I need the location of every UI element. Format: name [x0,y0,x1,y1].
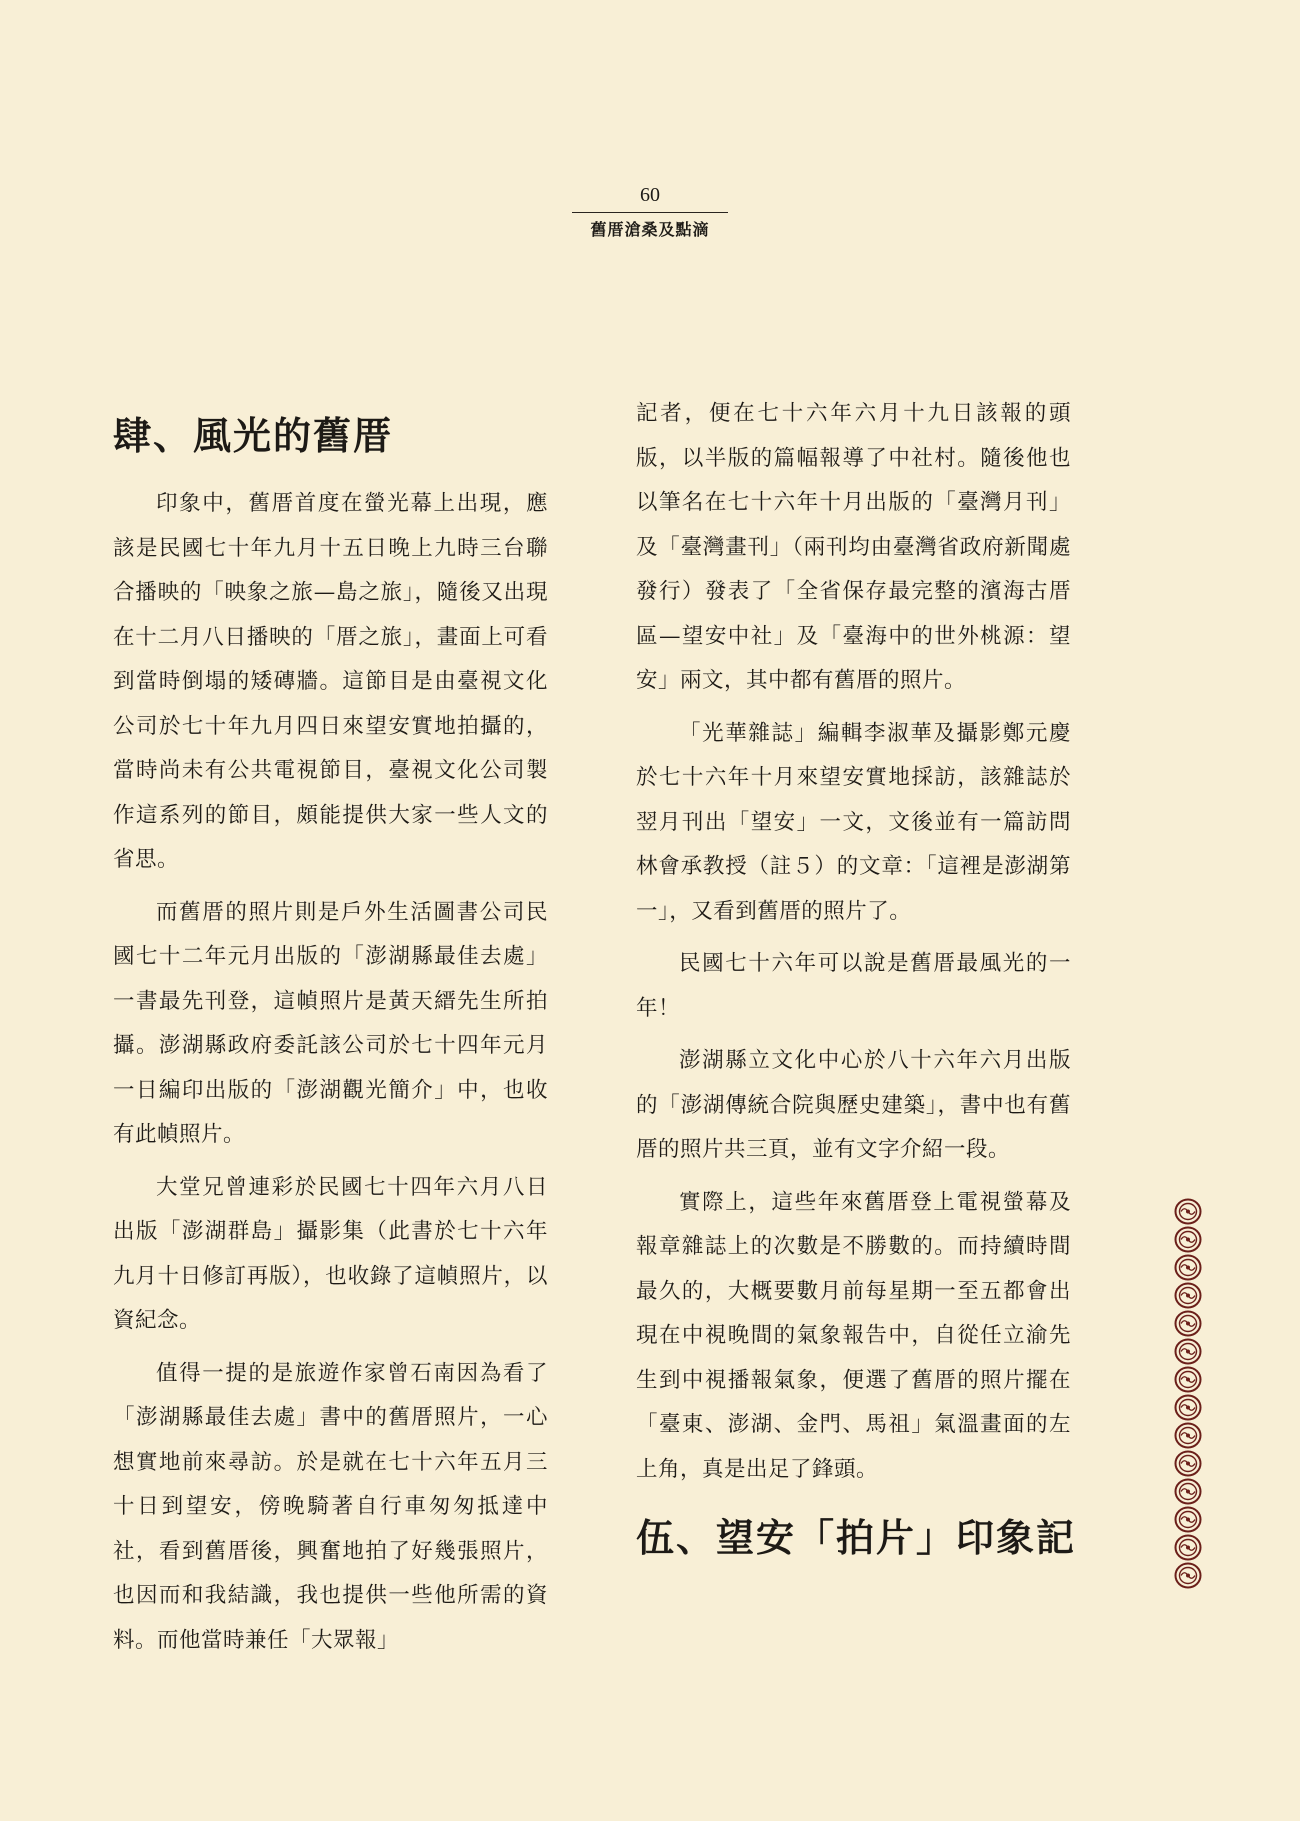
section-heading-5: 伍、望安「拍片」印象記 [636,1515,1077,1560]
paragraph: 「光華雜誌」編輯李淑華及攝影鄭元慶於七十六年十月來望安實地採訪，該雜誌於翌月刊出「望安」一文，文後並有一篇訪問林會承教授（註５）的文章：「這裡是澎湖第一」，又看到舊厝的照片了。 [636,720,1071,924]
paragraph: 而舊厝的照片則是戶外生活圖書公司民國七十二年元月出版的「澎湖縣最佳去處」一書最先刊登，這幀照片是黃天縉先生所拍攝。澎湖縣政府委託該公司於七十四年元月一日編印出版的「澎湖觀光簡介」中，也收有此幀照片。 [113,899,548,1147]
ornament-medallion-icon [1174,1310,1202,1337]
paragraph: 印象中，舊厝首度在螢光幕上出現，應該是民國七十年九月十五日晚上九時三台聯合播映的「映象之旅—島之旅」，隨後又出現在十二月八日播映的「厝之旅」，畫面上可看到當時倒塌的矮磚牆。這節目是由臺視文化公司於七十年九月四日來望安實地拍攝的，當時尚未有公共電視節目，臺視文化公司製作這系列的節目，頗能提供大家一些人文的省思。 [113,491,548,872]
right-column [636,392,1077,1562]
paragraph-continuation: 記者，便在七十六年六月十九日該報的頭版，以半版的篇幅報導了中社村。隨後他也以筆名在七十六年十月出版的「臺灣月刊」及「臺灣畫刊」（兩刊均由臺灣省政府新聞處發行）發表了「全省保存最完整的濱海古厝區—望安中社」及「臺海中的世外桃源：望安」兩文，其中都有舊厝的照片。 [636,401,1071,693]
ornament-medallion-icon [1174,1338,1202,1365]
paragraph: 值得一提的是旅遊作家曾石南因為看了「澎湖縣最佳去處」書中的舊厝照片，一心想實地前來尋訪。於是就在七十六年五月三十日到望安，傍晚騎著自行車匆匆抵達中社，看到舊厝後，興奮地拍了好幾張照片，也因而和我結識，我也提供一些他所需的資料。而他當時兼任「大眾報」 [113,1360,548,1653]
ornament-medallion-icon [1174,1394,1202,1421]
section-heading-4: 肆、風光的舊厝 [113,413,394,458]
ornament-medallion-icon [1174,1422,1202,1449]
ornament-medallion-icon [1174,1198,1202,1225]
paragraph: 澎湖縣立文化中心於八十六年六月出版的「澎湖傳統合院與歷史建築」，書中也有舊厝的照片共三頁，並有文字介紹一段。 [636,1048,1071,1162]
running-title: 舊厝滄桑及點滴 [590,220,710,239]
ornament-medallion-icon [1174,1254,1202,1281]
page-number: 60 [640,184,660,206]
left-column [113,392,548,1671]
ornament-medallion-icon [1174,1450,1202,1477]
page-header [0,183,1300,240]
ornament-medallion-icon [1174,1366,1202,1393]
ornament-medallion-icon [1174,1506,1202,1533]
ornament-medallion-icon [1174,1478,1202,1505]
header-divider [572,212,728,213]
paragraph: 民國七十六年可以說是舊厝最風光的一年！ [636,951,1071,1021]
ornament-medallion-icon [1174,1282,1202,1309]
ornament-medallion-icon [1174,1534,1202,1561]
paragraph: 大堂兄曾連彩於民國七十四年六月八日出版「澎湖群島」攝影集（此書於七十六年九月十日修訂再版），也收錄了這幀照片，以資紀念。 [113,1174,548,1333]
paragraph: 實際上，這些年來舊厝登上電視螢幕及報章雜誌上的次數是不勝數的。而持續時間最久的，大概要數月前每星期一至五都會出現在中視晚間的氣象報告中，自從任立渝先生到中視播報氣象，便選了舊厝的照片擺在「臺東、澎湖、金門、馬祖」氣溫畫面的左上角，真是出足了鋒頭。 [636,1189,1071,1482]
ornament-medallion-icon [1174,1226,1202,1253]
ornament-medallion-icon [1174,1562,1202,1589]
decorative-ornament-column [1174,1198,1202,1589]
